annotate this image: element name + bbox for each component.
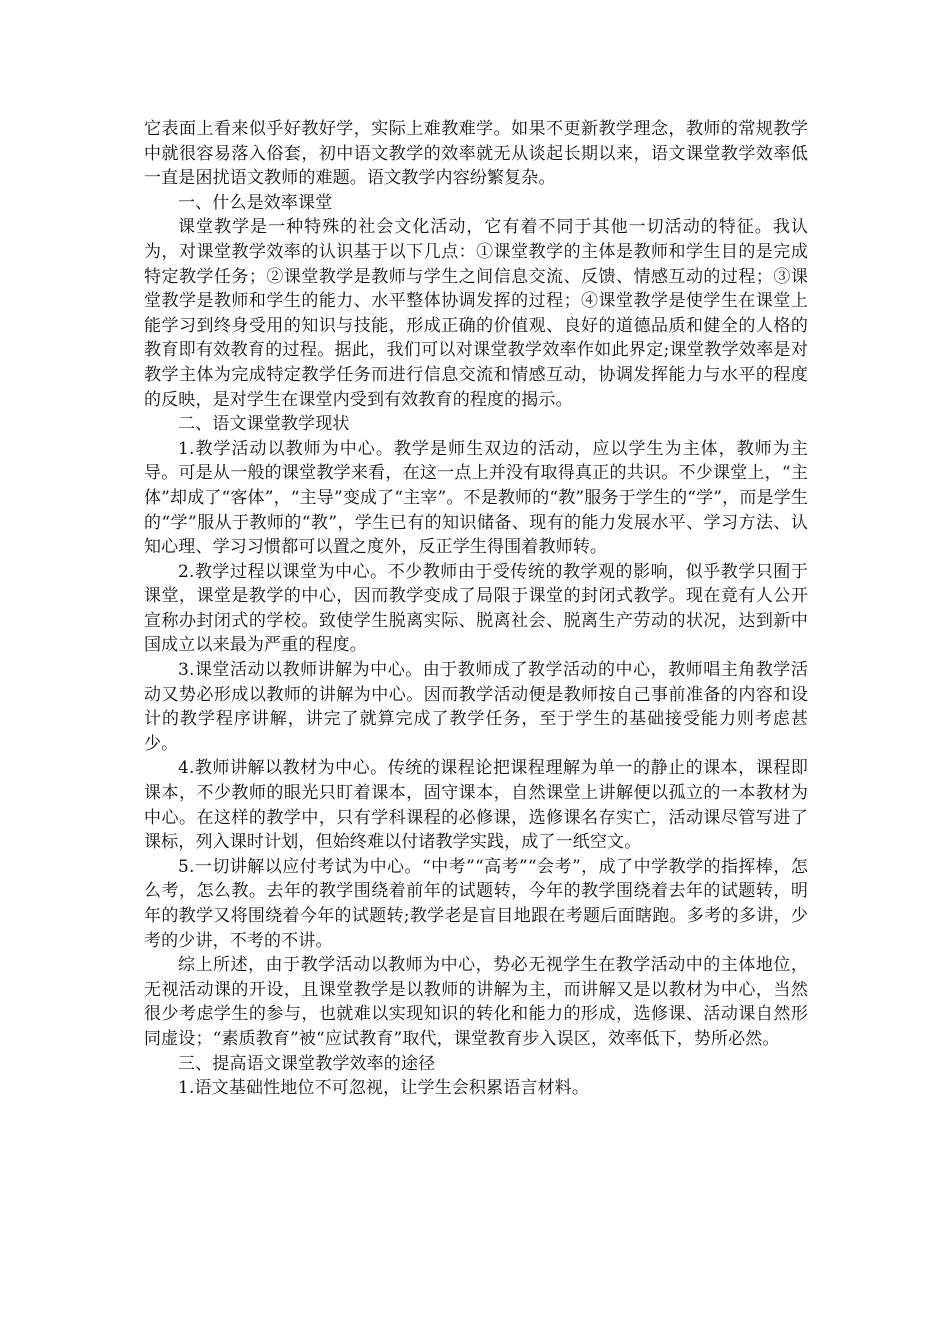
paragraph-point-4: 4.教师讲解以教材为中心。传统的课程论把课程理解为单一的静止的课本，课程即课本，不少教师的眼光只盯着课本，固守课本，自然课堂上讲解便以孤立的一本教材为中心。在这样的教学中，只有学科课程的必修课，选修课名存实亡，活动课尽管写进了课标，列入课时计划，但始终难以付诸教学实践，成了一纸空文。 bbox=[144, 758, 808, 853]
paragraph-approach-1: 1.语文基础性地位不可忽视，让学生会积累语言材料。 bbox=[178, 1078, 589, 1099]
paragraph-summary: 综上所述，由于教学活动以教师为中心，势必无视学生在教学活动中的主体地位，无视活动课的开设，且课堂教学是以教师的讲解为主，而讲解又是以教材为中心，当然很少考虑学生的参与，也就难以实现知识的转化和能力的形成，选修课、活动课自然形同虚设；“素质教育”被“应试教育”取代，课堂教育步入误区，效率低下，势所必然。 bbox=[144, 955, 808, 1049]
paragraph-point-2: 2.教学过程以课堂为中心。不少教师由于受传统的教学观的影响，似乎教学只囿于课堂，课堂是教学的中心，因而教学变成了局限于课堂的封闭式教学。现在竟有人公开宣称办封闭式的学校。致使学生脱离实际、脱离社会、脱离生产劳动的状况，达到新中国成立以来最为严重的程度。 bbox=[144, 561, 808, 656]
section-heading-2: 二、语文课堂教学现状 bbox=[178, 414, 350, 435]
section-heading-1: 一、什么是效率课堂 bbox=[178, 192, 333, 213]
paragraph-point-5: 5.一切讲解以应付考试为中心。“中考”“高考”“会考”，成了中学教学的指挥棒，怎么考，怎么教。去年的教学围绕着前年的试题转，今年的教学围绕着去年的试题转，明年的教学又将围绕着今年的试题转;教学老是盲目地跟在考题后面瞎跑。多考的多讲，少考的少讲，不考的不讲。 bbox=[144, 856, 808, 951]
paragraph-point-1: 1.教学活动以教师为中心。教学是师生双边的活动，应以学生为主体，教师为主导。可是从一般的课堂教学来看，在这一点上并没有取得真正的共识。不少课堂上，“主体”却成了“客体”，“主导”变成了“主宰”。不是教师的“教”服务于学生的“学”，而是学生的“学”服从于教师的“教”，学生已有的知识储备、现有的能力发展水平、学习方法、认知心理、学习习惯都可以置之度外，反正学生得围着教师转。 bbox=[144, 438, 808, 558]
section-heading-3: 三、提高语文课堂教学效率的途径 bbox=[178, 1053, 436, 1074]
paragraph-intro: 它表面上看来似乎好教好学，实际上难教难学。如果不更新教学理念，教师的常规教学中就很容易落入俗套，初中语文教学的效率就无从谈起长期以来，语文课堂教学效率低一直是困扰语文教师的难题。语文教学内容纷繁复杂。 bbox=[144, 119, 808, 189]
paragraph-point-3: 3.课堂活动以教师讲解为中心。由于教师成了教学活动的中心，教师唱主角教学活动又势必形成以教师的讲解为中心。因而教学活动便是教师按自己事前准备的内容和设计的教学程序讲解，讲完了就算完成了教学任务，至于学生的基础接受能力则考虑甚少。 bbox=[144, 660, 808, 754]
paragraph-efficiency-definition: 课堂教学是一种特殊的社会文化活动，它有着不同于其他一切活动的特征。我认为，对课堂教学效率的认识基于以下几点：①课堂教学的主体是教师和学生目的是完成特定教学任务；②课堂教学是教师与学生之间信息交流、反馈、情感互动的过程；③课堂教学是教师和学生的能力、水平整体协调发挥的过程；④课堂教学是使学生在课堂上能学习到终身受用的知识与技能，形成正确的价值观、良好的道德品质和健全的人格的教育即有效教育的过程。据此，我们可以对课堂教学效率作如此界定;课堂教学效率是对教学主体为完成特定教学任务而进行信息交流和情感互动，协调发挥能力与水平的程度的反映，是对学生在课堂内受到有效教育的程度的揭示。 bbox=[144, 217, 808, 410]
document-body bbox=[144, 117, 808, 1101]
